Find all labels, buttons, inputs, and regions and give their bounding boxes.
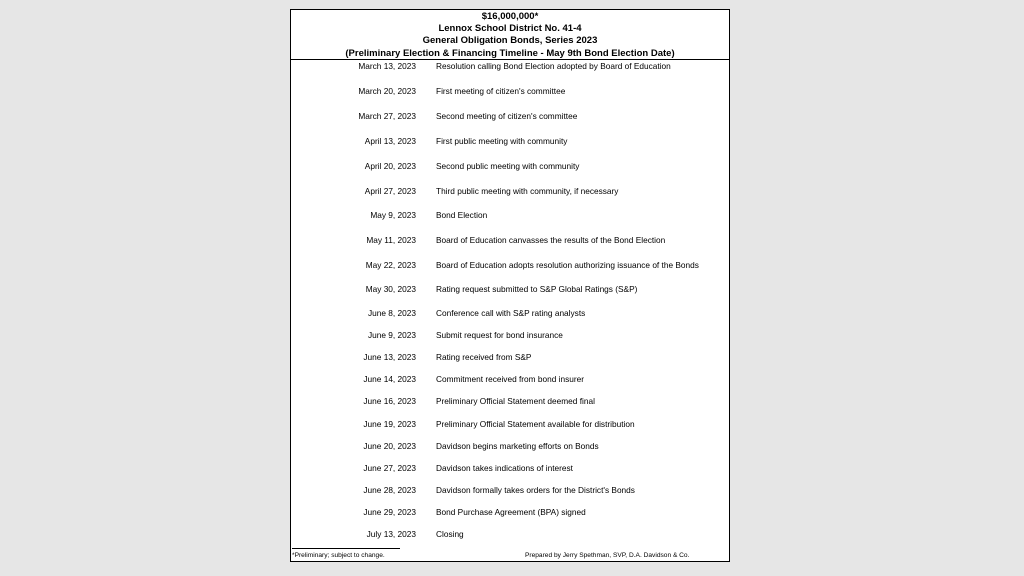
- timeline-date: June 14, 2023: [363, 374, 416, 384]
- timeline-event: First meeting of citizen's committee: [436, 86, 566, 96]
- timeline-event: Bond Purchase Agreement (BPA) signed: [436, 507, 586, 517]
- timeline-row: [291, 160, 729, 172]
- timeline-list: [291, 60, 729, 547]
- timeline-date: May 22, 2023: [365, 260, 416, 270]
- timeline-event: Davidson begins marketing efforts on Bonds: [436, 440, 599, 451]
- timeline-date: April 13, 2023: [364, 136, 416, 146]
- timeline-date: May 30, 2023: [365, 284, 416, 294]
- timeline-date: June 27, 2023: [363, 462, 416, 473]
- timeline-date: May 9, 2023: [370, 210, 416, 220]
- timeline-row: [291, 185, 729, 197]
- timeline-date: March 13, 2023: [358, 61, 416, 71]
- timeline-row: [291, 307, 729, 319]
- timeline-event: Preliminary Official Statement deemed final: [436, 396, 595, 406]
- bond-amount: $16,000,000*: [481, 11, 539, 22]
- timeline-date: April 20, 2023: [364, 160, 416, 171]
- timeline-row: [291, 135, 729, 147]
- timeline-row: [291, 283, 729, 295]
- timeline-date: June 28, 2023: [363, 484, 416, 495]
- timeline-event: Davidson takes indications of interest: [436, 462, 573, 473]
- timeline-event: Preliminary Official Statement available for distribution: [436, 418, 635, 429]
- timeline-date: July 13, 2023: [366, 529, 416, 539]
- timeline-event: Davidson formally takes orders for the District's Bonds: [436, 484, 635, 495]
- timeline-row: [291, 234, 729, 246]
- timeline-row: [291, 506, 729, 518]
- timeline-row: [291, 462, 729, 474]
- timeline-date: June 13, 2023: [363, 352, 416, 362]
- timeline-event: Board of Education canvasses the results of the Bond Election: [436, 235, 666, 245]
- timeline-date: May 11, 2023: [366, 235, 416, 245]
- timeline-row: [291, 484, 729, 496]
- bond-series: General Obligation Bonds, Series 2023: [422, 35, 598, 47]
- timeline-row: [291, 440, 729, 452]
- timeline-row: [291, 329, 729, 341]
- timeline-event: First public meeting with community: [436, 136, 568, 146]
- timeline-row: [291, 395, 729, 407]
- timeline-event: Conference call with S&P rating analysts: [436, 308, 586, 318]
- timeline-event: Resolution calling Bond Election adopted by Board of Education: [436, 61, 671, 71]
- timeline-row: [291, 209, 729, 221]
- document-header: [291, 10, 729, 60]
- timeline-date: March 27, 2023: [358, 111, 416, 121]
- timeline-date: June 20, 2023: [363, 440, 416, 451]
- document-subtitle: (Preliminary Election & Financing Timeline - May 9th Bond Election Date): [345, 47, 675, 59]
- timeline-row: [291, 373, 729, 385]
- timeline-row: [291, 528, 729, 540]
- prepared-by: Prepared by Jerry Spethman, SVP, D.A. Davidson & Co.: [525, 552, 690, 559]
- timeline-date: June 16, 2023: [363, 396, 416, 406]
- timeline-event: Submit request for bond insurance: [436, 330, 563, 340]
- timeline-event: Second meeting of citizen's committee: [436, 111, 578, 121]
- timeline-date: June 8, 2023: [368, 308, 416, 318]
- timeline-date: March 20, 2023: [358, 86, 416, 96]
- timeline-date: June 9, 2023: [368, 330, 416, 340]
- timeline-row: [291, 60, 729, 72]
- timeline-row: [291, 259, 729, 271]
- timeline-event: Commitment received from bond insurer: [436, 374, 585, 384]
- timeline-event: Second public meeting with community: [436, 160, 580, 171]
- timeline-date: April 27, 2023: [364, 185, 416, 196]
- footnote-divider: [292, 548, 400, 549]
- timeline-date: June 19, 2023: [363, 418, 416, 429]
- timeline-event: Closing: [436, 529, 464, 539]
- issuer-name: Lennox School District No. 41-4: [438, 23, 582, 35]
- timeline-event: Board of Education adopts resolution authorizing issuance of the Bonds: [436, 260, 699, 270]
- timeline-date: June 29, 2023: [363, 507, 416, 517]
- timeline-event: Bond Election: [436, 210, 488, 220]
- timeline-row: [291, 85, 729, 97]
- timeline-event: Rating received from S&P: [436, 352, 532, 362]
- timeline-row: [291, 110, 729, 122]
- timeline-event: Rating request submitted to S&P Global Ratings (S&P): [436, 284, 638, 294]
- timeline-row: [291, 351, 729, 363]
- footnote: *Preliminary; subject to change.: [292, 552, 385, 559]
- document-page: [290, 9, 730, 562]
- timeline-row: [291, 418, 729, 430]
- timeline-event: Third public meeting with community, if necessary: [436, 185, 619, 196]
